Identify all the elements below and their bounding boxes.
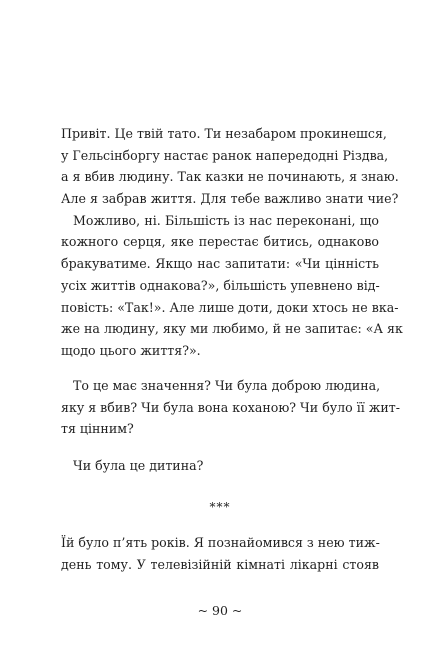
text-line: То це має значення? Чи була доброю людина, <box>73 378 381 393</box>
paragraph-five-years <box>61 532 379 575</box>
text-line: Їй було п’ять років. Я познайомився з нею тиж- <box>61 535 380 550</box>
text-line: усіх життів однакова?», більшість упевнено від- <box>61 277 380 293</box>
text-line: щодо цього життя?». <box>61 342 201 358</box>
text-line: бракуватиме. Якщо нас запитати: «Чи цінність <box>61 256 379 272</box>
paragraph-child-question <box>61 455 379 477</box>
text-line: а я вбив людину. Так казки не починають, я знаю. <box>61 169 399 185</box>
text-line: Чи була це дитина? <box>73 458 204 473</box>
text-line: тя цінним? <box>61 421 134 437</box>
text-line: яку я вбив? Чи була вона коханою? Чи було її жит- <box>61 399 401 415</box>
text-line: повість: «Так!». Але лише доти, доки хтось не вка- <box>61 299 399 315</box>
text-line: Можливо, ні. Більшість із нас переконані, що <box>73 212 379 228</box>
text-line: кожного серця, яке перестає битись, однаково <box>61 234 379 250</box>
page-number: ~ 90 ~ <box>197 603 243 618</box>
text-line: же на людину, яку ми любимо, й не запитає: «А як <box>61 321 403 337</box>
text-line: Привіт. Це твій тато. Ти незабаром прокинешся, <box>61 126 387 141</box>
paragraph-greeting <box>61 123 403 362</box>
text-line: день тому. У телевізійній кімнаті лікарні стояв <box>61 556 379 572</box>
paragraph-question <box>61 375 401 440</box>
text-line: у Гельсінборгу настає ранок напередодні Різдва, <box>61 147 389 163</box>
text-line: Але я забрав життя. Для тебе важливо знати чие? <box>61 191 399 207</box>
section-separator: *** <box>209 500 231 514</box>
